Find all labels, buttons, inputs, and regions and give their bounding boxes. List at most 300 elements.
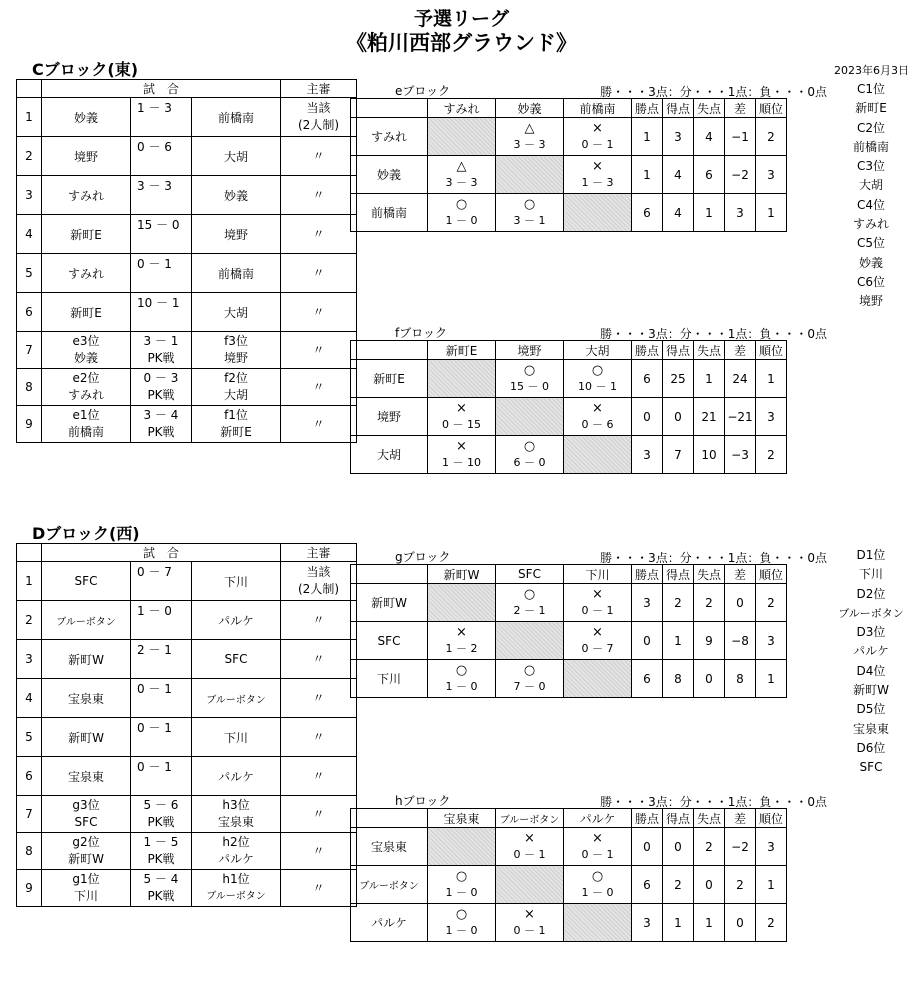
group-header-row bbox=[351, 565, 787, 584]
stat-header: 順位 bbox=[756, 565, 787, 584]
self-match-cell bbox=[564, 904, 632, 942]
match-number: 6 bbox=[17, 757, 42, 796]
away-seed: f1位 bbox=[224, 408, 248, 422]
stat-header: 差 bbox=[725, 99, 756, 118]
match-number: 9 bbox=[17, 870, 42, 907]
result-cell bbox=[496, 436, 564, 474]
rank-position: C1位 bbox=[856, 82, 885, 96]
home-team bbox=[42, 98, 131, 137]
result-symbol: × bbox=[456, 439, 467, 454]
match-row bbox=[17, 640, 357, 679]
row-team: パルケ bbox=[351, 904, 428, 942]
self-match-cell bbox=[496, 398, 564, 436]
match-row bbox=[17, 215, 357, 254]
away-team-name: 前橋南 bbox=[217, 110, 254, 125]
stat-value: 0 bbox=[694, 660, 725, 698]
stat-value: 2 bbox=[694, 828, 725, 866]
match-number: 5 bbox=[17, 718, 42, 757]
result-score: 7 － 0 bbox=[513, 680, 546, 693]
rank-team: 境野 bbox=[858, 294, 883, 309]
stat-value: 0 bbox=[725, 904, 756, 942]
match-number: 3 bbox=[17, 176, 42, 215]
corner-cell bbox=[351, 341, 428, 360]
match-score bbox=[131, 369, 192, 406]
away-team-name: 下川 bbox=[223, 574, 248, 589]
away-team-name: SFC bbox=[224, 652, 248, 666]
stat-value: 0 bbox=[663, 398, 694, 436]
match-number: 5 bbox=[17, 254, 42, 293]
match-score bbox=[131, 601, 192, 640]
group-table-body bbox=[351, 809, 787, 942]
stat-value: 7 bbox=[663, 436, 694, 474]
result-cell bbox=[564, 398, 632, 436]
away-team-name: 大胡 bbox=[223, 305, 248, 320]
home-team-name: 新町W bbox=[68, 852, 104, 866]
result-symbol: × bbox=[524, 907, 535, 922]
match-score bbox=[131, 562, 192, 601]
home-team bbox=[42, 601, 131, 640]
away-team bbox=[192, 562, 281, 601]
stat-value: 1 bbox=[694, 904, 725, 942]
referee-value: 〃 bbox=[312, 148, 325, 163]
home-seed: e3位 bbox=[72, 334, 100, 348]
away-team-name: パルケ bbox=[218, 769, 254, 784]
stat-value: 2 bbox=[756, 118, 787, 156]
page-title: 予選リーグ bbox=[413, 8, 509, 30]
stat-value: 0 bbox=[632, 622, 663, 660]
result-symbol: × bbox=[592, 587, 603, 602]
result-score: 1 － 0 bbox=[445, 886, 478, 899]
result-score: 15 － 0 bbox=[510, 380, 549, 393]
home-team-name: 妙義 bbox=[73, 351, 98, 365]
stat-value: 1 bbox=[756, 660, 787, 698]
match-row bbox=[17, 98, 357, 137]
stat-value: 3 bbox=[725, 194, 756, 232]
stat-value: 1 bbox=[632, 118, 663, 156]
self-match-cell bbox=[496, 156, 564, 194]
column-team: 新町W bbox=[428, 565, 496, 584]
self-match-cell bbox=[428, 360, 496, 398]
result-score: 0 － 1 bbox=[513, 924, 546, 937]
stat-header: 勝点 bbox=[632, 99, 663, 118]
result-score: 1 － 0 bbox=[445, 214, 478, 227]
self-match-cell bbox=[496, 622, 564, 660]
group-table-body bbox=[351, 565, 787, 698]
rank-team: すみれ bbox=[852, 217, 889, 232]
referee bbox=[281, 176, 357, 215]
match-score bbox=[131, 870, 192, 907]
away-seed: f3位 bbox=[224, 334, 248, 348]
group-e bbox=[350, 80, 833, 232]
group-row bbox=[351, 584, 787, 622]
away-team bbox=[192, 98, 281, 137]
group-heading bbox=[350, 322, 833, 340]
stat-header: 失点 bbox=[694, 809, 725, 828]
away-team-name: 前橋南 bbox=[217, 266, 254, 281]
away-team bbox=[192, 718, 281, 757]
match-number: 2 bbox=[17, 137, 42, 176]
referee bbox=[281, 601, 357, 640]
home-team-name: 宝泉東 bbox=[67, 769, 104, 784]
group-heading bbox=[350, 546, 833, 564]
corner-cell bbox=[351, 809, 428, 828]
away-team bbox=[192, 757, 281, 796]
score-value: 0 － 1 bbox=[137, 721, 172, 735]
result-symbol: × bbox=[456, 625, 467, 640]
score-value: 0 － 6 bbox=[137, 140, 172, 154]
home-seed: g3位 bbox=[72, 798, 100, 812]
stat-header: 失点 bbox=[694, 565, 725, 584]
result-score: 0 － 6 bbox=[581, 418, 614, 431]
stat-header: 失点 bbox=[694, 99, 725, 118]
group-h bbox=[350, 790, 833, 942]
home-team bbox=[42, 679, 131, 718]
match-number: 2 bbox=[17, 601, 42, 640]
match-row bbox=[17, 369, 357, 406]
stat-value: 6 bbox=[632, 660, 663, 698]
rank-team: 前橋南 bbox=[852, 139, 889, 154]
referee bbox=[281, 293, 357, 332]
referee bbox=[281, 757, 357, 796]
result-symbol: ○ bbox=[591, 869, 604, 884]
match-row bbox=[17, 293, 357, 332]
referee-value: 〃 bbox=[312, 416, 325, 431]
result-score: 1 － 3 bbox=[581, 176, 614, 189]
referee-value: 〃 bbox=[312, 342, 325, 357]
score-value: 0 － 1 bbox=[137, 682, 172, 696]
result-cell bbox=[496, 660, 564, 698]
result-cell bbox=[428, 660, 496, 698]
referee bbox=[281, 833, 357, 870]
row-team: 妙義 bbox=[351, 156, 428, 194]
self-match-cell bbox=[428, 118, 496, 156]
match-score bbox=[131, 640, 192, 679]
group-heading bbox=[350, 80, 833, 98]
result-symbol: ○ bbox=[455, 197, 468, 212]
referee bbox=[281, 406, 357, 443]
score-value: 0 － 1 bbox=[137, 257, 172, 271]
stat-value: 8 bbox=[663, 660, 694, 698]
stat-value: 3 bbox=[756, 156, 787, 194]
stat-value: 2 bbox=[756, 436, 787, 474]
stat-value: 2 bbox=[756, 584, 787, 622]
column-team: 境野 bbox=[496, 341, 564, 360]
match-number: 8 bbox=[17, 833, 42, 870]
match-number: 8 bbox=[17, 369, 42, 406]
column-team: 下川 bbox=[564, 565, 632, 584]
match-score bbox=[131, 215, 192, 254]
group-table-body bbox=[351, 341, 787, 474]
rank-position: D5位 bbox=[856, 702, 886, 717]
away-team bbox=[192, 293, 281, 332]
pk-label: PK戦 bbox=[147, 351, 175, 365]
referee-value: 〃 bbox=[312, 379, 325, 394]
corner-cell bbox=[351, 565, 428, 584]
row-team: 宝泉東 bbox=[351, 828, 428, 866]
stat-value: 8 bbox=[725, 660, 756, 698]
score-value: 15 － 0 bbox=[137, 218, 180, 232]
away-team bbox=[192, 601, 281, 640]
away-team bbox=[192, 796, 281, 833]
away-seed: h1位 bbox=[222, 872, 250, 886]
result-symbol: ○ bbox=[523, 197, 536, 212]
stat-value: 0 bbox=[632, 828, 663, 866]
away-team-name: 妙義 bbox=[223, 188, 248, 203]
stat-header: 差 bbox=[725, 565, 756, 584]
home-team-name: 新町E bbox=[70, 305, 102, 320]
header-match: 試 合 bbox=[42, 544, 281, 562]
home-team-name: 新町E bbox=[70, 227, 102, 242]
stat-header: 差 bbox=[725, 341, 756, 360]
block-d-ranking bbox=[836, 546, 906, 778]
result-score: 3 － 1 bbox=[513, 214, 546, 227]
row-team: SFC bbox=[351, 622, 428, 660]
result-cell bbox=[564, 866, 632, 904]
away-team bbox=[192, 640, 281, 679]
stat-header: 順位 bbox=[756, 809, 787, 828]
stat-header: 勝点 bbox=[632, 341, 663, 360]
block-d-title: Dブロック(西) bbox=[32, 524, 140, 543]
referee-value: 〃 bbox=[312, 880, 325, 895]
pk-label: PK戦 bbox=[147, 388, 175, 402]
stat-value: 24 bbox=[725, 360, 756, 398]
result-score: 0 － 7 bbox=[581, 642, 614, 655]
group-header-row bbox=[351, 809, 787, 828]
match-score bbox=[131, 718, 192, 757]
score-value: 3 － 4 bbox=[143, 408, 179, 422]
group-f bbox=[350, 322, 833, 474]
away-team-name: 新町E bbox=[220, 425, 252, 439]
header-blank bbox=[17, 80, 42, 98]
result-cell bbox=[496, 584, 564, 622]
stat-value: 4 bbox=[694, 118, 725, 156]
match-number: 3 bbox=[17, 640, 42, 679]
rank-position: C3位 bbox=[856, 159, 885, 174]
result-score: 0 － 1 bbox=[513, 848, 546, 861]
away-team-name: パルケ bbox=[218, 852, 254, 866]
self-match-cell bbox=[428, 828, 496, 866]
home-team-name: すみれ bbox=[67, 188, 104, 203]
away-team bbox=[192, 679, 281, 718]
referee-value: 〃 bbox=[312, 690, 325, 705]
away-team-name: 大胡 bbox=[223, 388, 248, 402]
referee-value: 〃 bbox=[312, 806, 325, 821]
row-team: 境野 bbox=[351, 398, 428, 436]
home-team bbox=[42, 254, 131, 293]
column-team: すみれ bbox=[428, 99, 496, 118]
stat-value: 1 bbox=[663, 622, 694, 660]
referee-note: (2人制) bbox=[298, 118, 339, 132]
away-team-name: 宝泉東 bbox=[217, 815, 254, 829]
result-cell bbox=[564, 584, 632, 622]
pk-label: PK戦 bbox=[147, 852, 175, 866]
score-value: 0 － 1 bbox=[137, 760, 172, 774]
rank-team: 新町E bbox=[855, 101, 887, 116]
corner-cell bbox=[351, 99, 428, 118]
result-score: 1 － 2 bbox=[445, 642, 478, 655]
match-number: 1 bbox=[17, 98, 42, 137]
stat-header: 得点 bbox=[663, 99, 694, 118]
stat-value: 25 bbox=[663, 360, 694, 398]
score-value: 1 － 5 bbox=[143, 835, 179, 849]
stat-header: 得点 bbox=[663, 565, 694, 584]
result-symbol: ○ bbox=[455, 663, 468, 678]
stat-value: −2 bbox=[725, 156, 756, 194]
home-team bbox=[42, 796, 131, 833]
group-label: fブロック bbox=[395, 326, 447, 340]
away-team bbox=[192, 369, 281, 406]
match-score bbox=[131, 137, 192, 176]
stat-header: 差 bbox=[725, 809, 756, 828]
referee bbox=[281, 369, 357, 406]
referee bbox=[281, 870, 357, 907]
away-team bbox=[192, 176, 281, 215]
stat-value: 6 bbox=[694, 156, 725, 194]
match-score bbox=[131, 254, 192, 293]
self-match-cell bbox=[564, 436, 632, 474]
home-team-name: 前橋南 bbox=[67, 425, 104, 439]
referee-value: 〃 bbox=[312, 612, 325, 627]
referee-value: 〃 bbox=[312, 843, 325, 858]
rank-team: 新町W bbox=[853, 683, 889, 698]
result-cell bbox=[428, 436, 496, 474]
score-value: 3 － 1 bbox=[143, 334, 179, 348]
match-score bbox=[131, 796, 192, 833]
rank-team: ブルーボタン bbox=[838, 606, 904, 620]
column-team: 大胡 bbox=[564, 341, 632, 360]
referee-value: 〃 bbox=[312, 226, 325, 241]
stat-value: 2 bbox=[663, 866, 694, 904]
row-team: 新町W bbox=[351, 584, 428, 622]
referee bbox=[281, 98, 357, 137]
result-score: 0 － 1 bbox=[581, 604, 614, 617]
group-row bbox=[351, 904, 787, 942]
stat-header: 得点 bbox=[663, 809, 694, 828]
result-cell bbox=[564, 622, 632, 660]
group-row bbox=[351, 118, 787, 156]
stat-value: −2 bbox=[725, 828, 756, 866]
group-table bbox=[350, 98, 787, 232]
score-value: 0 － 3 bbox=[143, 371, 179, 385]
home-team bbox=[42, 293, 131, 332]
stat-value: −3 bbox=[725, 436, 756, 474]
match-score bbox=[131, 176, 192, 215]
referee bbox=[281, 640, 357, 679]
away-team-name: パルケ bbox=[218, 613, 254, 628]
referee-value: 〃 bbox=[312, 768, 325, 783]
group-label: gブロック bbox=[395, 550, 451, 564]
row-team: 前橋南 bbox=[351, 194, 428, 232]
result-symbol: × bbox=[592, 401, 603, 416]
stat-header: 勝点 bbox=[632, 565, 663, 584]
rank-position: C2位 bbox=[856, 120, 885, 135]
result-symbol: × bbox=[592, 159, 603, 174]
group-row bbox=[351, 828, 787, 866]
self-match-cell bbox=[564, 660, 632, 698]
result-symbol: ○ bbox=[523, 663, 536, 678]
stat-header: 得点 bbox=[663, 341, 694, 360]
stat-value: 3 bbox=[663, 118, 694, 156]
group-row bbox=[351, 866, 787, 904]
block-c-title: Cブロック(東) bbox=[32, 60, 139, 79]
stat-value: 9 bbox=[694, 622, 725, 660]
self-match-cell bbox=[496, 866, 564, 904]
home-team-name: 新町W bbox=[68, 652, 104, 667]
rank-team: 大胡 bbox=[858, 178, 883, 193]
result-symbol: × bbox=[592, 831, 603, 846]
stat-value: 0 bbox=[725, 584, 756, 622]
result-cell bbox=[496, 904, 564, 942]
result-symbol: ○ bbox=[523, 363, 536, 378]
rank-position: D3位 bbox=[856, 625, 886, 640]
group-row bbox=[351, 194, 787, 232]
home-team bbox=[42, 369, 131, 406]
row-team: 大胡 bbox=[351, 436, 428, 474]
stat-value: 2 bbox=[756, 904, 787, 942]
stat-value: 1 bbox=[663, 904, 694, 942]
match-header-row bbox=[17, 80, 357, 98]
rank-position: D1位 bbox=[856, 548, 886, 562]
referee-note: (2人制) bbox=[298, 582, 339, 596]
group-label: hブロック bbox=[395, 794, 451, 808]
header-referee: 主審 bbox=[281, 544, 357, 562]
result-cell bbox=[564, 118, 632, 156]
rank-position: C5位 bbox=[856, 236, 885, 251]
home-team bbox=[42, 332, 131, 369]
result-symbol: × bbox=[524, 831, 535, 846]
stat-header: 順位 bbox=[756, 99, 787, 118]
stat-value: −8 bbox=[725, 622, 756, 660]
result-cell bbox=[428, 904, 496, 942]
score-value: 0 － 7 bbox=[137, 565, 172, 579]
referee bbox=[281, 679, 357, 718]
stat-value: 4 bbox=[663, 194, 694, 232]
stat-value: −21 bbox=[725, 398, 756, 436]
away-seed: h2位 bbox=[222, 835, 250, 849]
result-symbol: × bbox=[456, 401, 467, 416]
group-header-row bbox=[351, 99, 787, 118]
match-number: 6 bbox=[17, 293, 42, 332]
points-rule: 勝・・・3点：分・・・1点：負・・・0点 bbox=[600, 795, 827, 809]
away-team-name: ブルーボタン bbox=[206, 694, 266, 706]
result-score: 1 － 0 bbox=[445, 924, 478, 937]
date: 2023年6月3日 bbox=[834, 64, 909, 77]
stat-value: 2 bbox=[694, 584, 725, 622]
column-team: 宝泉東 bbox=[428, 809, 496, 828]
result-cell bbox=[428, 194, 496, 232]
stat-value: 10 bbox=[694, 436, 725, 474]
referee bbox=[281, 796, 357, 833]
stat-value: 3 bbox=[632, 436, 663, 474]
group-label: eブロック bbox=[395, 84, 451, 98]
referee bbox=[281, 254, 357, 293]
column-team: パルケ bbox=[564, 809, 632, 828]
home-seed: g1位 bbox=[72, 872, 100, 886]
result-cell bbox=[564, 828, 632, 866]
stat-value: 1 bbox=[632, 156, 663, 194]
result-score: 0 － 1 bbox=[581, 138, 614, 151]
home-seed: g2位 bbox=[72, 835, 100, 849]
home-team bbox=[42, 176, 131, 215]
points-rule: 勝・・・3点：分・・・1点：負・・・0点 bbox=[600, 551, 827, 565]
match-row bbox=[17, 833, 357, 870]
away-seed: f2位 bbox=[224, 371, 248, 385]
home-team bbox=[42, 640, 131, 679]
header-match: 試 合 bbox=[42, 80, 281, 98]
home-team-name: SFC bbox=[74, 815, 98, 829]
match-row bbox=[17, 137, 357, 176]
result-score: 1 － 0 bbox=[445, 680, 478, 693]
